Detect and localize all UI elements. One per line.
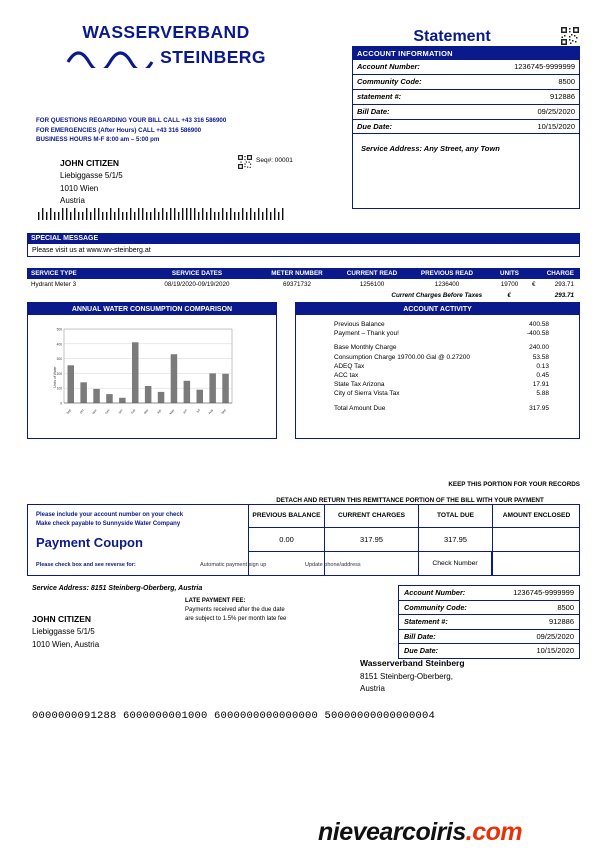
svg-text:May: May xyxy=(168,408,176,416)
late-fee-line1: Payments received after the due date xyxy=(185,607,285,613)
update-phone-address-option[interactable]: Update phone/address xyxy=(305,562,361,568)
cell-previous-read: 1236400 xyxy=(434,281,460,288)
totals-currency: € xyxy=(507,292,511,299)
activity-value: 0.45 xyxy=(536,372,549,380)
col-previous-balance: PREVIOUS BALANCE xyxy=(248,504,324,528)
detach-notice: DETACH AND RETURN THIS REMITTANCE PORTION OF THE BILL WITH YOUR PAYMENT xyxy=(276,497,544,504)
special-message-header: SPECIAL MESSAGE xyxy=(27,233,580,244)
cell-currency: € xyxy=(532,281,536,288)
check-number-input[interactable] xyxy=(492,552,580,576)
table-row xyxy=(27,279,580,290)
total-amount-due-value: 317.95 xyxy=(529,404,549,412)
due-date-value: 10/15/2020 xyxy=(537,121,575,131)
cell-units: 19700 xyxy=(500,281,519,288)
footer-statement-number-label: Statement #: xyxy=(404,617,448,626)
coupon-note-line2: Make check payable to Sunnyside Water Company xyxy=(36,521,181,527)
col-service-type: SERVICE TYPE xyxy=(31,270,77,277)
footer-community-code-label: Community Code: xyxy=(404,602,467,612)
footer-bill-date-label: Bill Date: xyxy=(404,631,436,641)
list-item xyxy=(296,320,579,329)
check-number-label: Check Number xyxy=(418,552,492,576)
footer-bill-date-value: 09/25/2020 xyxy=(536,631,574,641)
col-previous-read: PREVIOUS READ xyxy=(420,270,474,277)
micr-line: 0000000091288 6000000001000 6000000000000000 50000000000000004 xyxy=(32,710,436,722)
footer-bill-date-row xyxy=(399,630,579,645)
activity-value: 240.00 xyxy=(529,344,549,352)
table-totals-row xyxy=(27,290,580,301)
svg-text:Sep: Sep xyxy=(220,408,227,415)
special-message-body: Please visit us at www.wv-steinberg.at xyxy=(27,243,580,257)
col-current-charges: CURRENT CHARGES xyxy=(324,504,418,528)
svg-text:200: 200 xyxy=(56,371,62,376)
postal-barcode xyxy=(36,206,286,226)
col-meter-number: METER NUMBER xyxy=(271,270,323,277)
footer-statement-number-row xyxy=(399,615,579,630)
footer-due-date-label: Due Date: xyxy=(404,646,439,655)
service-address-box: Service Address: Any Street, any Town xyxy=(352,133,580,209)
activity-label: Base Monthly Charge xyxy=(334,344,397,352)
totals-charge: 293.71 xyxy=(554,292,575,299)
coupon-note xyxy=(36,511,246,529)
bill-date-row xyxy=(353,105,579,120)
bill-date-value: 09/25/2020 xyxy=(537,106,575,116)
list-item xyxy=(296,343,579,352)
activity-value: 17.91 xyxy=(532,381,549,389)
svg-text:Jan: Jan xyxy=(117,408,124,415)
list-item xyxy=(296,380,579,389)
svg-text:Sep: Sep xyxy=(65,408,72,415)
qr-code-icon xyxy=(238,155,252,169)
activity-label: Previous Balance xyxy=(334,321,385,329)
company-logo xyxy=(36,22,296,68)
contact-line-2: FOR EMERGENCIES (After Hours) CALL +43 316 586900 xyxy=(36,126,202,134)
svg-text:400: 400 xyxy=(56,342,62,347)
watermark-main: nievearcoiris xyxy=(318,818,466,846)
account-number-row xyxy=(353,60,579,75)
footer-account-number-value: 1236745-9999999 xyxy=(513,588,574,597)
activity-value: 400.58 xyxy=(529,321,549,329)
logo-text-line1: WASSERVERBAND xyxy=(82,22,250,42)
customer-city: 1010 Wien xyxy=(60,183,99,193)
qr-code-icon xyxy=(561,27,579,45)
col-current-read: CURRENT READ xyxy=(346,270,398,277)
footer-community-code-value: 8500 xyxy=(557,602,574,612)
svg-text:Units of Water: Units of Water xyxy=(53,366,57,388)
due-date-label: Due Date: xyxy=(357,121,393,131)
svg-text:Apr: Apr xyxy=(156,408,163,415)
sequence-number: Seq#: 00001 xyxy=(256,157,293,164)
col-amount-enclosed: AMOUNT ENCLOSED xyxy=(492,504,580,528)
col-total-due: TOTAL DUE xyxy=(418,504,492,528)
chart-area xyxy=(28,315,276,433)
statement-number-value: 912886 xyxy=(549,91,575,101)
payment-coupon-title: Payment Coupon xyxy=(36,535,143,550)
svg-text:Mar: Mar xyxy=(142,408,150,415)
bill-date-label: Bill Date: xyxy=(357,106,390,116)
chart-title: ANNUAL WATER CONSUMPTION COMPARISON xyxy=(28,303,276,315)
contact-info xyxy=(36,116,226,145)
watermark xyxy=(318,818,522,847)
cell-meter-number: 69371732 xyxy=(282,281,312,288)
bar-chart xyxy=(28,315,276,433)
cell-charge: 293.71 xyxy=(554,281,574,288)
watermark-accent: .com xyxy=(465,818,523,846)
page-title: Statement xyxy=(413,28,491,45)
svg-text:Nov: Nov xyxy=(91,408,98,415)
service-table-header xyxy=(27,268,580,279)
svg-text:Jul: Jul xyxy=(195,408,201,414)
cell-current-read: 1256100 xyxy=(359,281,385,288)
account-activity-panel xyxy=(295,302,580,439)
late-fee-line2: are subject to 1.5% per month late fee xyxy=(185,616,287,622)
current-charges-value: 317.95 xyxy=(324,528,418,552)
footer-account-number-label: Account Number: xyxy=(404,588,466,597)
svg-text:300: 300 xyxy=(56,357,62,362)
list-item xyxy=(296,329,579,338)
auto-pay-signup-option[interactable]: Automatic payment sign up xyxy=(200,562,267,568)
contact-line-3: BUSINESS HOURS M-F 8:00 am – 5:00 pm xyxy=(36,136,160,144)
activity-value: 5.88 xyxy=(536,390,549,398)
account-activity-list xyxy=(296,315,579,413)
activity-value: -400.58 xyxy=(526,330,549,338)
customer-name: JOHN CITIZEN xyxy=(60,158,120,168)
amount-enclosed-input[interactable] xyxy=(492,528,580,552)
company-name: Wasserverband Steinberg xyxy=(360,658,465,668)
activity-label: ACC tax xyxy=(334,372,359,380)
late-payment-fee-note xyxy=(185,597,286,624)
activity-value: 0.13 xyxy=(536,362,549,370)
activity-label: Consumption Charge 19700.00 Gal @ 0.27200 xyxy=(334,353,470,361)
due-date-row xyxy=(353,120,579,134)
service-charges-table xyxy=(27,268,580,301)
statement-number-row xyxy=(353,90,579,105)
svg-text:Jun: Jun xyxy=(181,408,188,415)
total-amount-due-row xyxy=(296,404,579,413)
statement-number-label: statement #: xyxy=(357,91,402,101)
svg-text:Feb: Feb xyxy=(130,408,137,415)
footer-due-date-row xyxy=(399,644,579,658)
svg-text:0: 0 xyxy=(60,401,62,406)
account-number-label: Account Number: xyxy=(357,62,420,72)
list-item xyxy=(296,353,579,362)
previous-balance-value: 0.00 xyxy=(248,528,324,552)
svg-text:Aug: Aug xyxy=(207,408,214,415)
coupon-note-line1: Please include your account number on your check xyxy=(36,512,184,518)
keep-portion-notice: KEEP THIS PORTION FOR YOUR RECORDS xyxy=(448,481,580,488)
footer-customer-name: JOHN CITIZEN xyxy=(32,614,92,624)
activity-label: State Tax Arizona xyxy=(334,381,385,389)
account-information-box xyxy=(352,46,580,134)
list-item xyxy=(296,362,579,371)
total-amount-due-label: Total Amount Due xyxy=(334,404,386,412)
wave-icon xyxy=(66,48,154,68)
total-due-value: 317.95 xyxy=(418,528,492,552)
footer-customer-address xyxy=(32,613,99,651)
company-street: 8151 Steinberg-Oberberg, xyxy=(360,671,453,681)
list-item xyxy=(296,389,579,398)
company-country: Austria xyxy=(360,684,385,694)
consumption-chart-panel xyxy=(27,302,277,439)
footer-due-date-value: 10/15/2020 xyxy=(536,646,574,655)
footer-customer-street: Liebiggasse 5/1/5 xyxy=(32,627,95,637)
svg-text:500: 500 xyxy=(56,327,62,332)
footer-customer-city: 1010 Wien, Austria xyxy=(32,639,100,649)
footer-account-number-row xyxy=(399,586,579,601)
svg-text:Dec: Dec xyxy=(104,408,111,415)
svg-text:100: 100 xyxy=(56,386,62,391)
svg-text:Oct: Oct xyxy=(78,408,85,415)
customer-street: Liebiggasse 5/1/5 xyxy=(60,171,123,181)
col-units: UNITS xyxy=(500,270,519,277)
community-code-label: Community Code: xyxy=(357,77,422,87)
late-fee-title: LATE PAYMENT FEE: xyxy=(185,598,246,604)
customer-country: Austria xyxy=(60,195,85,205)
col-charge: CHARGE xyxy=(546,270,574,277)
coupon-checkbox-note: Please check box and see reverse for: xyxy=(36,562,136,568)
footer-service-address: Service Address: 8151 Steinberg-Oberberg, Austria xyxy=(32,585,203,592)
customer-address xyxy=(60,157,123,207)
footer-statement-number-value: 912886 xyxy=(548,617,574,626)
col-service-dates: SERVICE DATES xyxy=(171,270,223,277)
amount-table xyxy=(248,504,580,576)
activity-label: City of Sierra Vista Tax xyxy=(334,390,400,398)
logo-text-line2: STEINBERG xyxy=(160,47,266,67)
cell-service-type: Hydrant Meter 3 xyxy=(31,281,77,288)
activity-label: ADEQ Tax xyxy=(334,362,365,370)
account-number-value: 1236745-9999999 xyxy=(514,62,575,72)
footer-account-information-box xyxy=(398,585,580,659)
footer-community-code-row xyxy=(399,601,579,616)
community-code-value: 8500 xyxy=(558,77,575,87)
cell-service-dates: 08/19/2020-09/19/2020 xyxy=(164,281,230,288)
account-information-header: ACCOUNT INFORMATION xyxy=(353,47,579,60)
totals-label: Current Charges Before Taxes xyxy=(391,292,483,299)
remit-to-company xyxy=(360,657,465,696)
activity-value: 53.58 xyxy=(532,353,549,361)
community-code-row xyxy=(353,75,579,90)
list-item xyxy=(296,371,579,380)
account-activity-header: ACCOUNT ACTIVITY xyxy=(296,303,579,315)
contact-line-1: FOR QUESTIONS REGARDING YOUR BILL CALL +43 316 586900 xyxy=(36,117,227,124)
activity-label: Payment – Thank you! xyxy=(334,330,399,338)
